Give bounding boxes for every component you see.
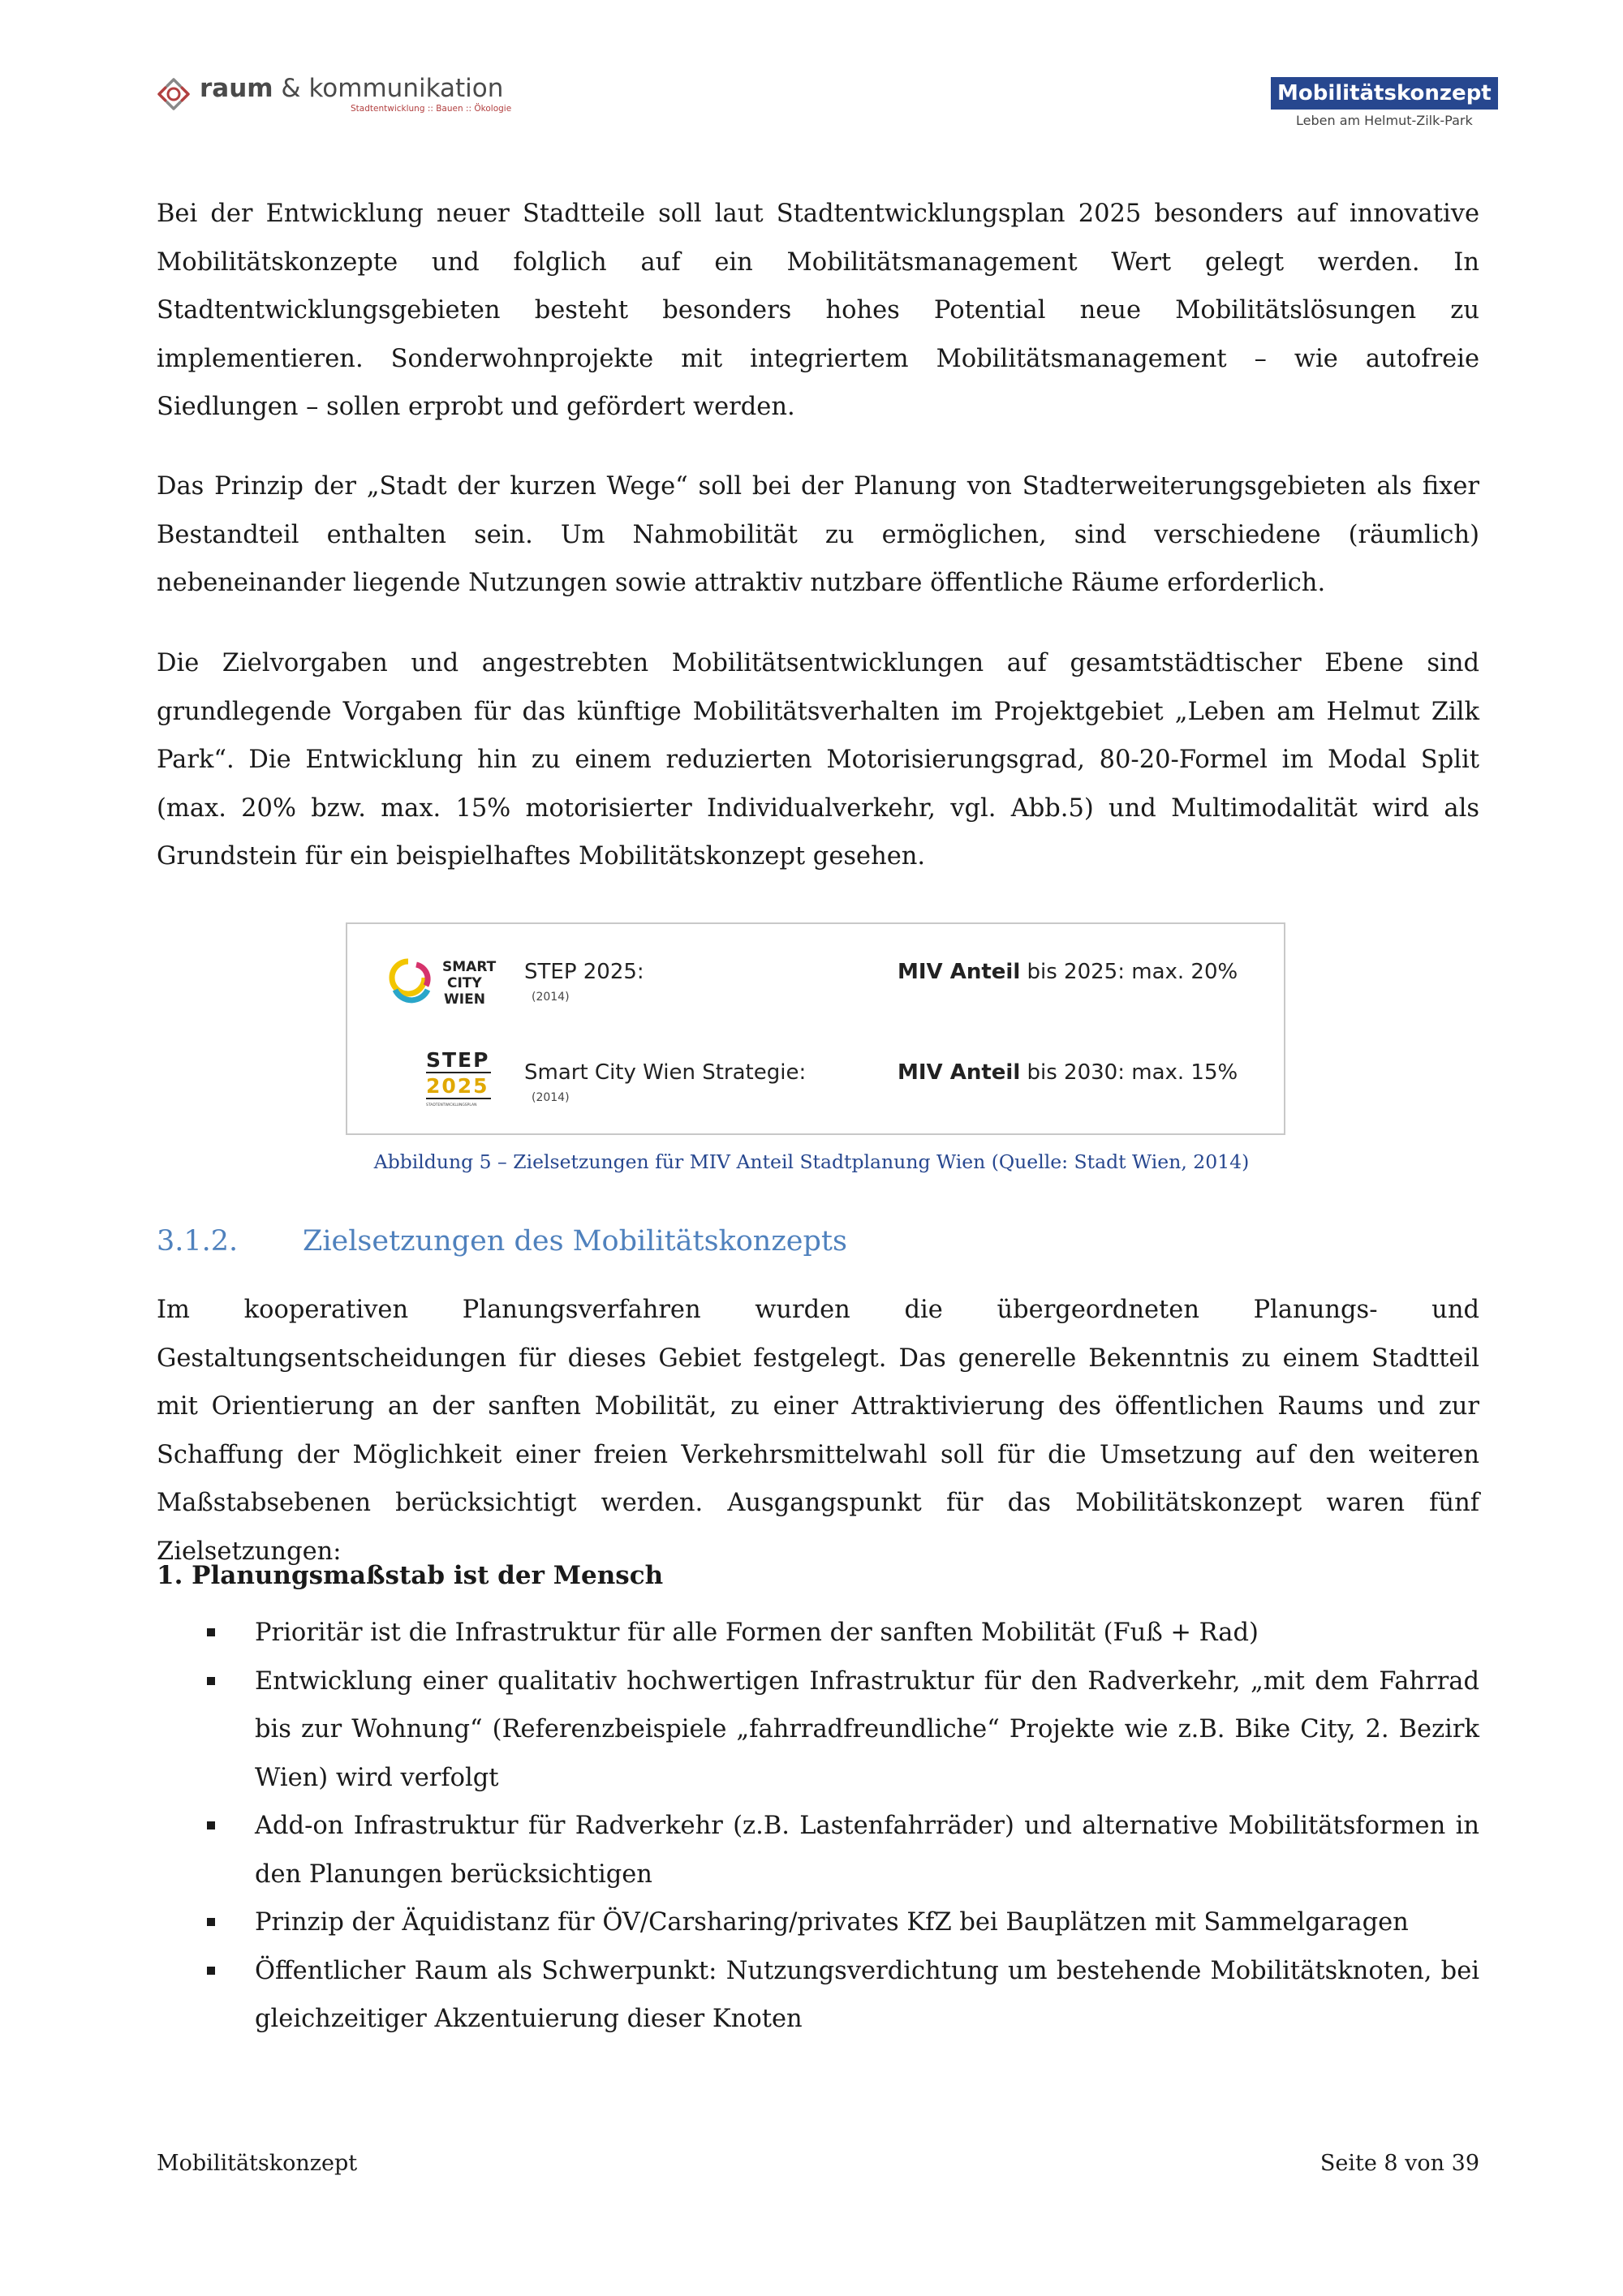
figure-row-smart-city [347,1046,1284,1135]
svg-text:WIEN: WIEN [444,991,485,1008]
paragraph-3: Die Zielvorgaben und angestrebten Mobilitätsentwicklungen auf gesamtstädtischer Ebene sind grundlegende Vorgaben für das künftige Mobilitätsverhalten im Projektgebiet „Leben am Helmut Zilk Park“. Die Entwicklung hin zu einem reduzierten Motorisierungsgrad, 80-20-Formel im Modal Split (max. 20% bzw. max. 15% motorisierter Individualverkehr, vgl. Abb.5) und Multimodalität wird als Grundstein für ein beispielhaftes Mobilitätskonzept gesehen. [157,649,1479,871]
figure-caption: Abbildung 5 – Zielsetzungen für MIV Anteil Stadtplanung Wien (Quelle: Stadt Wien, 2014) [373,1150,1250,1173]
document-badge [1271,77,1498,128]
svg-text:CITY: CITY [447,975,482,991]
bullet-icon [207,1821,215,1829]
list-item: Prioritär ist die Infrastruktur für alle Formen der sanften Mobilität (Fuß + Rad) [157,1609,1479,1658]
svg-text:STADTENTWICKLUNGSPLAN: STADTENTWICKLUNGSPLAN [426,1103,477,1107]
badge-title: Mobilitätskonzept [1271,77,1498,110]
badge-subtitle: Leben am Helmut-Zilk-Park [1295,113,1473,128]
list-heading: 1. Planungsmaßstab ist der Mensch [157,1561,664,1590]
section-title: Zielsetzungen des Mobilitätskonzepts [303,1225,847,1258]
publisher-logo-icon [154,75,193,114]
step-2025-logo [384,1046,506,1127]
bullet-icon [207,1918,215,1926]
svg-text:SMART: SMART [442,959,497,975]
figure-row-2-year: (2014) [532,1091,570,1104]
figure-miv-targets [346,922,1285,1135]
section-number: 3.1.2. [157,1225,239,1258]
figure-row-step [347,945,1284,1034]
list-item: Öffentlicher Raum als Schwerpunkt: Nutzungsverdichtung um bestehende Mobilitätsknoten, bei gleichzeitiger Akzentuierung dieser Knoten [157,1947,1479,2044]
bullet-icon [207,1628,215,1636]
list-item: Add-on Infrastruktur für Radverkehr (z.B. Lastenfahrräder) und alternative Mobilitätsformen in den Planungen berücksichtigen [157,1802,1479,1898]
figure-row-2-name: Smart City Wien Strategie: [524,1060,807,1085]
paragraph-1: Bei der Entwicklung neuer Stadtteile soll laut Stadtentwicklungsplan 2025 besonders auf innovative Mobilitätskonzepte und folglich auf ein Mobilitätsmanagement Wert gelegt werden. In Stadtentwicklungsgebieten besteht besonders hohes Potential neue Mobilitätslösungen zu implementieren. Sonderwohnprojekte mit integriertem Mobilitätsmanagement – wie autofreie Siedlungen – sollen erprobt und gefördert werden. [157,200,1479,421]
goal-list [157,1609,1479,2044]
bullet-icon [207,1677,215,1685]
publisher-logo [154,75,511,114]
smart-city-wien-logo [384,945,506,1026]
publisher-name: raum & kommunikation [200,74,504,103]
paragraph-2: Das Prinzip der „Stadt der kurzen Wege“ soll bei der Planung von Stadterweiterungsgebieten als fixer Bestandteil enthalten sein. Um Nahmobilität zu ermöglichen, sind verschiedene (räumlich) nebeneinander liegende Nutzungen sowie attraktiv nutzbare öffentliche Räume erforderlich. [157,472,1479,597]
list-item: Prinzip der Äquidistanz für ÖV/Carsharing/privates KfZ bei Bauplätzen mit Sammelgaragen [157,1898,1479,1947]
footer-page-number: Seite 8 von 39 [1319,2151,1479,2176]
figure-row-1-value: MIV Anteil bis 2025: max. 20% [898,960,1238,984]
figure-row-1-name: STEP 2025: [524,960,644,984]
list-item: Entwicklung einer qualitativ hochwertigen Infrastruktur für den Radverkehr, „mit dem Fahrrad bis zur Wohnung“ (Referenzbeispiele „fahrradfreundliche“ Projekte wie z.B. Bike City, 2. Bezirk Wien) wird verfolgt [157,1658,1479,1803]
footer-document-title: Mobilitätskonzept [157,2151,358,2176]
publisher-tagline: Stadtentwicklung :: Bauen :: Ökologie [351,104,512,114]
svg-text:2025: 2025 [426,1074,489,1098]
bullet-icon [207,1967,215,1975]
svg-text:STEP: STEP [426,1048,490,1072]
section-heading [157,1225,847,1258]
figure-row-2-value: MIV Anteil bis 2030: max. 15% [898,1060,1238,1085]
figure-row-1-year: (2014) [532,991,570,1004]
paragraph-4: Im kooperativen Planungsverfahren wurden die übergeordneten Planungs- und Gestaltungsentscheidungen für dieses Gebiet festgelegt. Das generelle Bekenntnis zu einem Stadtteil mit Orientierung an der sanften Mobilität, zu einer Attraktivierung des öffentlichen Raums und zur Schaffung der Möglichkeit einer freien Verkehrsmittelwahl soll für die Umsetzung auf den weiteren Maßstabsebenen berücksichtigt werden. Ausgangspunkt für das Mobilitätskonzept waren fünf Zielsetzungen: [157,1296,1479,1566]
